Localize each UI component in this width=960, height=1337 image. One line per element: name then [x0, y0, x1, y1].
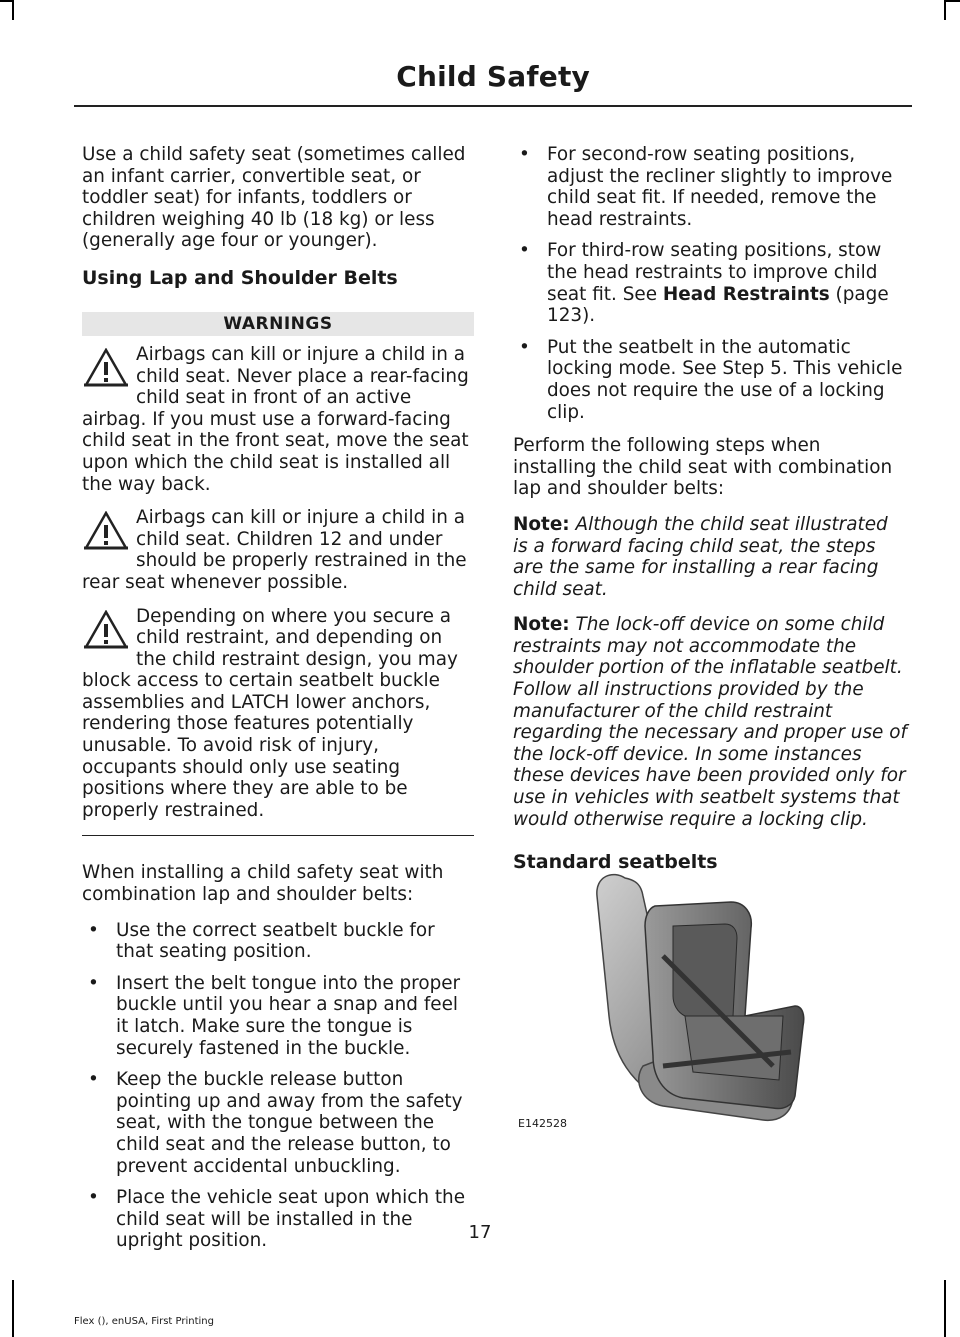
bullet-glyph: •	[519, 240, 530, 262]
warning-text: Airbags can kill or injure a child in a child seat. Children 12 and under should be properly restrained in the rear seat whenever possible.	[82, 507, 467, 593]
seating-list	[513, 144, 907, 423]
warnings-divider	[82, 835, 474, 836]
figure-code: E142528	[518, 1117, 567, 1130]
bullet-glyph: •	[519, 336, 530, 358]
warning-text: Airbags can kill or injure a child in a child seat. Never place a rear-facing child seat in front of an active airbag. If you must use a forward-facing child seat in the front seat, move the seat upon which the child seat is installed all the way back.	[82, 343, 469, 495]
warning-item	[82, 507, 474, 593]
warning-triangle-icon	[84, 348, 128, 388]
bullet-glyph: •	[519, 144, 530, 165]
list-item-text-pre: For third-row seating positions, stow the head restraints to improve child seat fit. See	[547, 240, 882, 305]
crop-mark	[944, 0, 960, 2]
note-paragraph	[513, 514, 907, 600]
footer-text: Flex (), enUSA, First Printing	[74, 1316, 214, 1327]
list-item	[82, 1069, 474, 1177]
list-item-text: For second-row seating positions, adjust the recliner slightly to improve child seat fit. If needed, remove the head restraints.	[547, 144, 893, 230]
list-item	[513, 144, 907, 230]
child-seat-illustration	[513, 866, 805, 1136]
warning-triangle-icon	[84, 610, 128, 650]
crop-mark	[944, 1280, 946, 1337]
bullet-glyph: •	[88, 1069, 99, 1091]
list-item	[82, 973, 474, 1059]
install-intro: When installing a child safety seat with combination lap and shoulder belts:	[82, 862, 444, 906]
warning-text: Depending on where you secure a child restraint, and depending on the child restraint design, you may block access to certain seatbelt buckle assemblies and LATCH lower anchors, rendering those features potentially unusable. To avoid risk of injury, occupants should only use seating positions where they are able to be properly restrained.	[82, 605, 458, 821]
intro-paragraph: Use a child safety seat (sometimes called an infant carrier, convertible seat, or toddler seat) for infants, toddlers or children weighing 40 lb (18 kg) or less (generally age four or younger).	[82, 144, 466, 252]
crop-mark	[944, 0, 946, 20]
right-column	[513, 144, 907, 896]
note-text: Although the child seat illustrated is a forward facing child seat, the steps are the same for installing a rear facing child seat.	[513, 513, 888, 600]
warning-item	[82, 606, 474, 822]
list-item-text: Put the seatbelt in the automatic locking mode. See Step 5. This vehicle does not require the use of a locking clip.	[547, 336, 903, 423]
note-paragraph	[513, 614, 907, 830]
page-title: Child Safety	[396, 60, 590, 93]
note-text: The lock-off device on some child restraints may not accommodate the shoulder portion of the inflatable seatbelt. Follow all instructions provided by the manufacturer of the child restraint regarding the necessary and proper use of the lock-off device. In some instances these devices have been provided only for use in vehicles with seatbelt systems that would otherwise require a locking clip.	[513, 614, 907, 830]
header-divider	[74, 105, 912, 107]
list-item-text: Place the vehicle seat upon which the child seat will be installed in the upright position.	[116, 1187, 466, 1252]
page-number: 17	[468, 1222, 492, 1243]
note-label: Note:	[513, 614, 570, 636]
section-heading: Using Lap and Shoulder Belts	[82, 266, 398, 289]
list-item-text: Keep the buckle release button pointing up and away from the safety seat, with the tongue between the child seat and the release button, to prevent accidental unbuckling.	[116, 1069, 463, 1177]
list-item	[82, 920, 474, 963]
list-item-text: Insert the belt tongue into the proper buckle until you hear a snap and feel it latch. Make sure the tongue is securely fastened in the buckle.	[116, 972, 461, 1059]
list-item	[513, 337, 907, 423]
list-item-text: Use the correct seatbelt buckle for that seating position.	[116, 919, 435, 963]
steps-intro: Perform the following steps when installing the child seat with combination lap and shoulder belts:	[513, 435, 893, 500]
warning-triangle-icon	[84, 511, 128, 551]
list-item-text-post: (page 123).	[547, 283, 889, 327]
list-item	[513, 240, 907, 326]
warning-item	[82, 344, 474, 495]
bullet-glyph: •	[88, 1187, 99, 1209]
crop-mark	[12, 0, 14, 20]
note-label: Note:	[513, 513, 570, 535]
cross-reference-link[interactable]: Head Restraints	[662, 283, 830, 305]
subsection-heading: Standard seatbelts	[513, 851, 718, 874]
bullet-glyph: •	[88, 919, 99, 941]
bullet-glyph: •	[88, 972, 99, 994]
crop-mark	[12, 1280, 14, 1337]
install-list	[82, 920, 474, 1252]
left-column	[82, 144, 474, 1264]
warnings-header: WARNINGS	[82, 312, 474, 336]
